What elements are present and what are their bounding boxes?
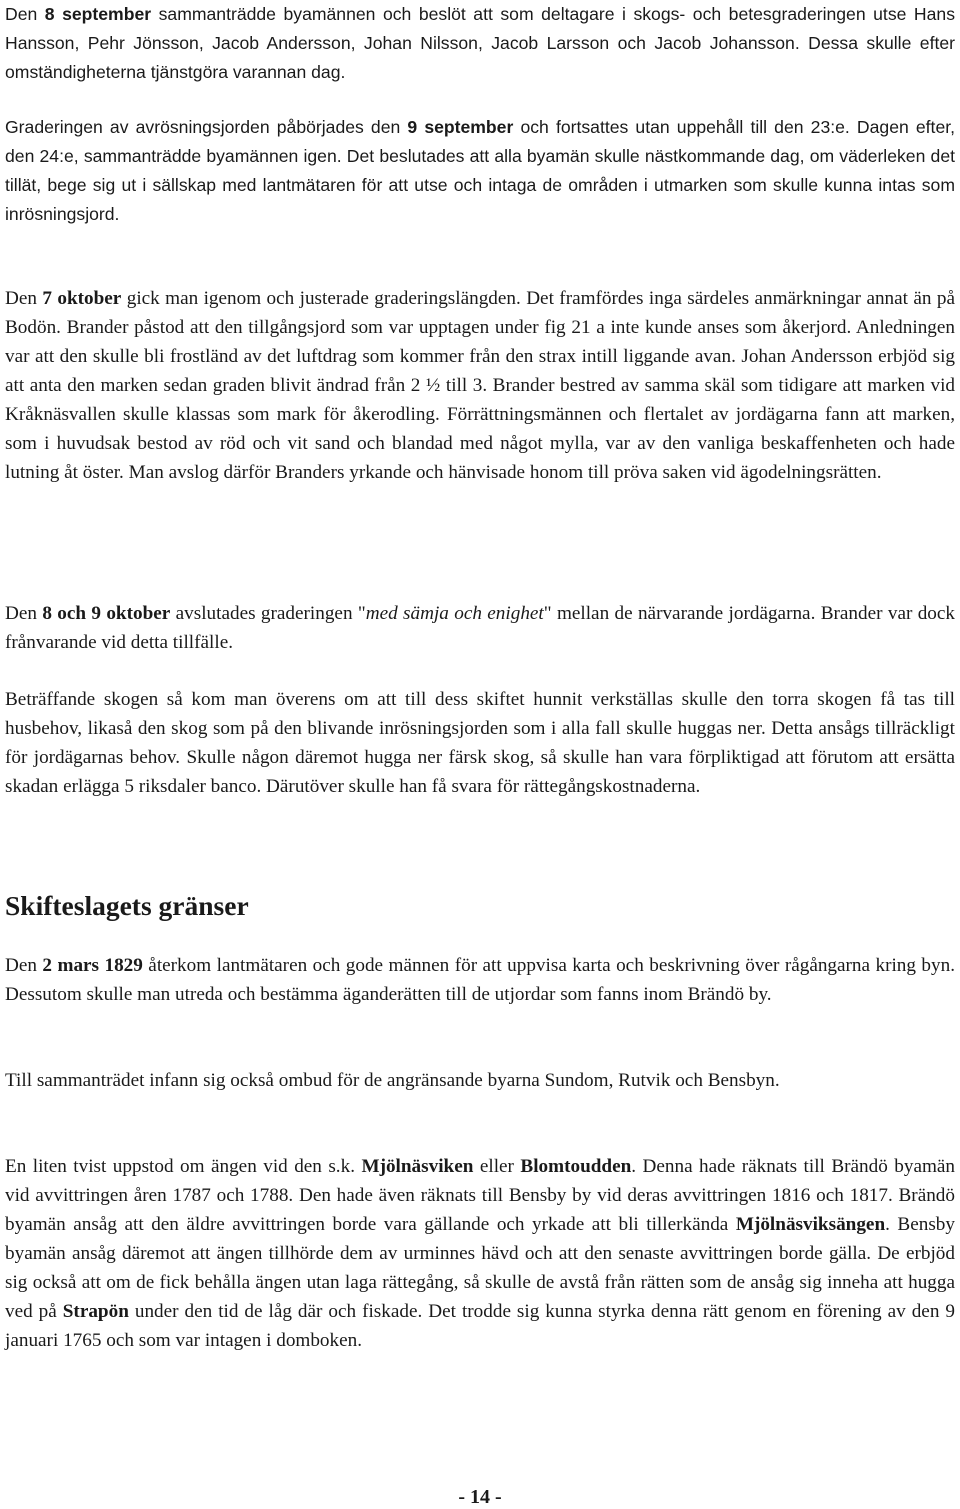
text-run: . Denna hade räknats till Brändö byamän vid avvittringen åren 1787 och 1788. Den hade även räknats till Bensby by vid deras avvittringen 1816 och 1817. Brändö byamän ansåg att den äldre avvittringen borde vara gällande och yrkade att bli tillerkända [5, 1156, 955, 1235]
bold-text: Mjölnäsviksängen [735, 1214, 886, 1235]
text-run: En liten tvist uppstod om ängen vid den s.k. [5, 1156, 362, 1177]
bold-text: 8 och 9 oktober [42, 603, 171, 624]
text-run: Graderingen av avrösningsjorden påbörjades den [5, 117, 408, 137]
text-run: sammanträdde byamännen och beslöt att som deltagare i skogs- och betesgraderingen utse Hans Hansson, Pehr Jönsson, Jacob Andersson, Johan Nilsson, Jacob Larsson och Jacob Johansson. Dessa skulle efter omständigheterna tjänstgöra varannan dag. [5, 4, 955, 82]
text-run: " mellan de närvarande jordägarna. Brander var dock frånvarande vid detta tillfälle. [5, 603, 955, 653]
bold-text: Blomtoudden [520, 1156, 632, 1177]
text-run: och fortsattes utan uppehåll till den 23:e. Dagen efter, den 24:e, sammanträdde byamännen igen. Det beslutades att alla byamän skulle nästkommande dag, om väderleken det tillät, bege sig ut i sällskap med lantmätaren för att utse och intaga de områden i utmarken som skulle kunna intas som inrösningsjord. [5, 117, 956, 224]
page-number: - 14 - [458, 1486, 502, 1508]
paragraph [5, 685, 955, 801]
paragraph [5, 284, 955, 487]
bold-text: Strapön [62, 1301, 129, 1322]
paragraph [5, 113, 955, 229]
text-run: Den [5, 4, 45, 24]
text-run: gick man igenom och justerade graderingslängden. Det framfördes inga särdeles anmärkningar annat än på Bodön. Brander påstod att den tillgångsjord som var upptagen under fig 21 a inte kunde anses som åkerjord. Anledningen var att den skulle bli frostländ av det luftdrag som kommer från den strax intill liggande avan. Johan Andersson erbjöd sig att anta den marken sedan graden blivit ändrad från 2 ½ till 3. Brander bestred av samma skäl som tidigare att marken vid Kråknäsvallen skulle klassas som mark för åkerodling. Förrättningsmännen och flertalet av jordägarna fann att marken, som i huvudsak bestod av röd och vit sand och blandad med något mylla, var av den vanliga beskaffenheten och hade lutning åt öster. Man avslog därför Branders yrkande och hänvisade honom till pröva saken vid ägodelningsrätten. [5, 288, 956, 483]
text-run: . Bensby byamän ansåg däremot att ängen tillhörde dem av urminnes hävd och att den senaste avvittringen borde gälla. De erbjöd sig också att om de fick behålla ängen utan laga rättegång, så skulle de avstå från rätten som de ansåg sig inneha att hugga ved på [5, 1214, 955, 1322]
bold-text: 9 september [407, 117, 514, 137]
text-run: Den [5, 955, 43, 976]
text-run: Beträffande skogen så kom man överens om att till dess skiftet hunnit verkställas skulle den torra skogen få tas till husbehov, likaså den skog som på den blivande inrösningsjorden som i alla fall skulle huggas ner. Detta ansågs tillräckligt för jordägarnas behov. Skulle någon däremot hugga ner färsk skog, så skulle han vara förpliktigad att förutom att ersätta skadan erlägga 5 riksdaler banco. Därutöver skulle han få svara för rättegångskostnaderna. [5, 689, 955, 797]
text-run: avslutades graderingen " [170, 603, 366, 624]
text-run: Till sammanträdet infann sig också ombud för de angränsande byarna Sundom, Rutvik och Bensbyn. [5, 1070, 780, 1091]
paragraph [5, 1066, 955, 1095]
text-run: eller [473, 1156, 521, 1177]
bold-text: 8 september [44, 4, 152, 24]
paragraph [5, 0, 955, 87]
italic-text: med sämja och enighet [365, 603, 544, 624]
bold-text: 7 oktober [42, 288, 122, 309]
paragraph [5, 1152, 955, 1355]
paragraph [5, 599, 955, 657]
paragraph [5, 951, 955, 1009]
text-run: Den [5, 603, 43, 624]
section-heading: Skifteslagets gränser [5, 890, 249, 921]
text-run: under den tid de låg där och fiskade. Det trodde sig kunna styrka denna rätt genom en förening av den 9 januari 1765 och som var intagen i domboken. [5, 1301, 955, 1351]
bold-text: Mjölnäsviken [361, 1156, 474, 1177]
text-run: återkom lantmätaren och gode männen för att uppvisa karta och beskrivning över rågångarna kring byn. Dessutom skulle man utreda och bestämma äganderätten till de utjordar som fanns inom Brändö by. [5, 955, 956, 1005]
text-run: Den [5, 288, 43, 309]
bold-text: 2 mars 1829 [42, 955, 143, 976]
